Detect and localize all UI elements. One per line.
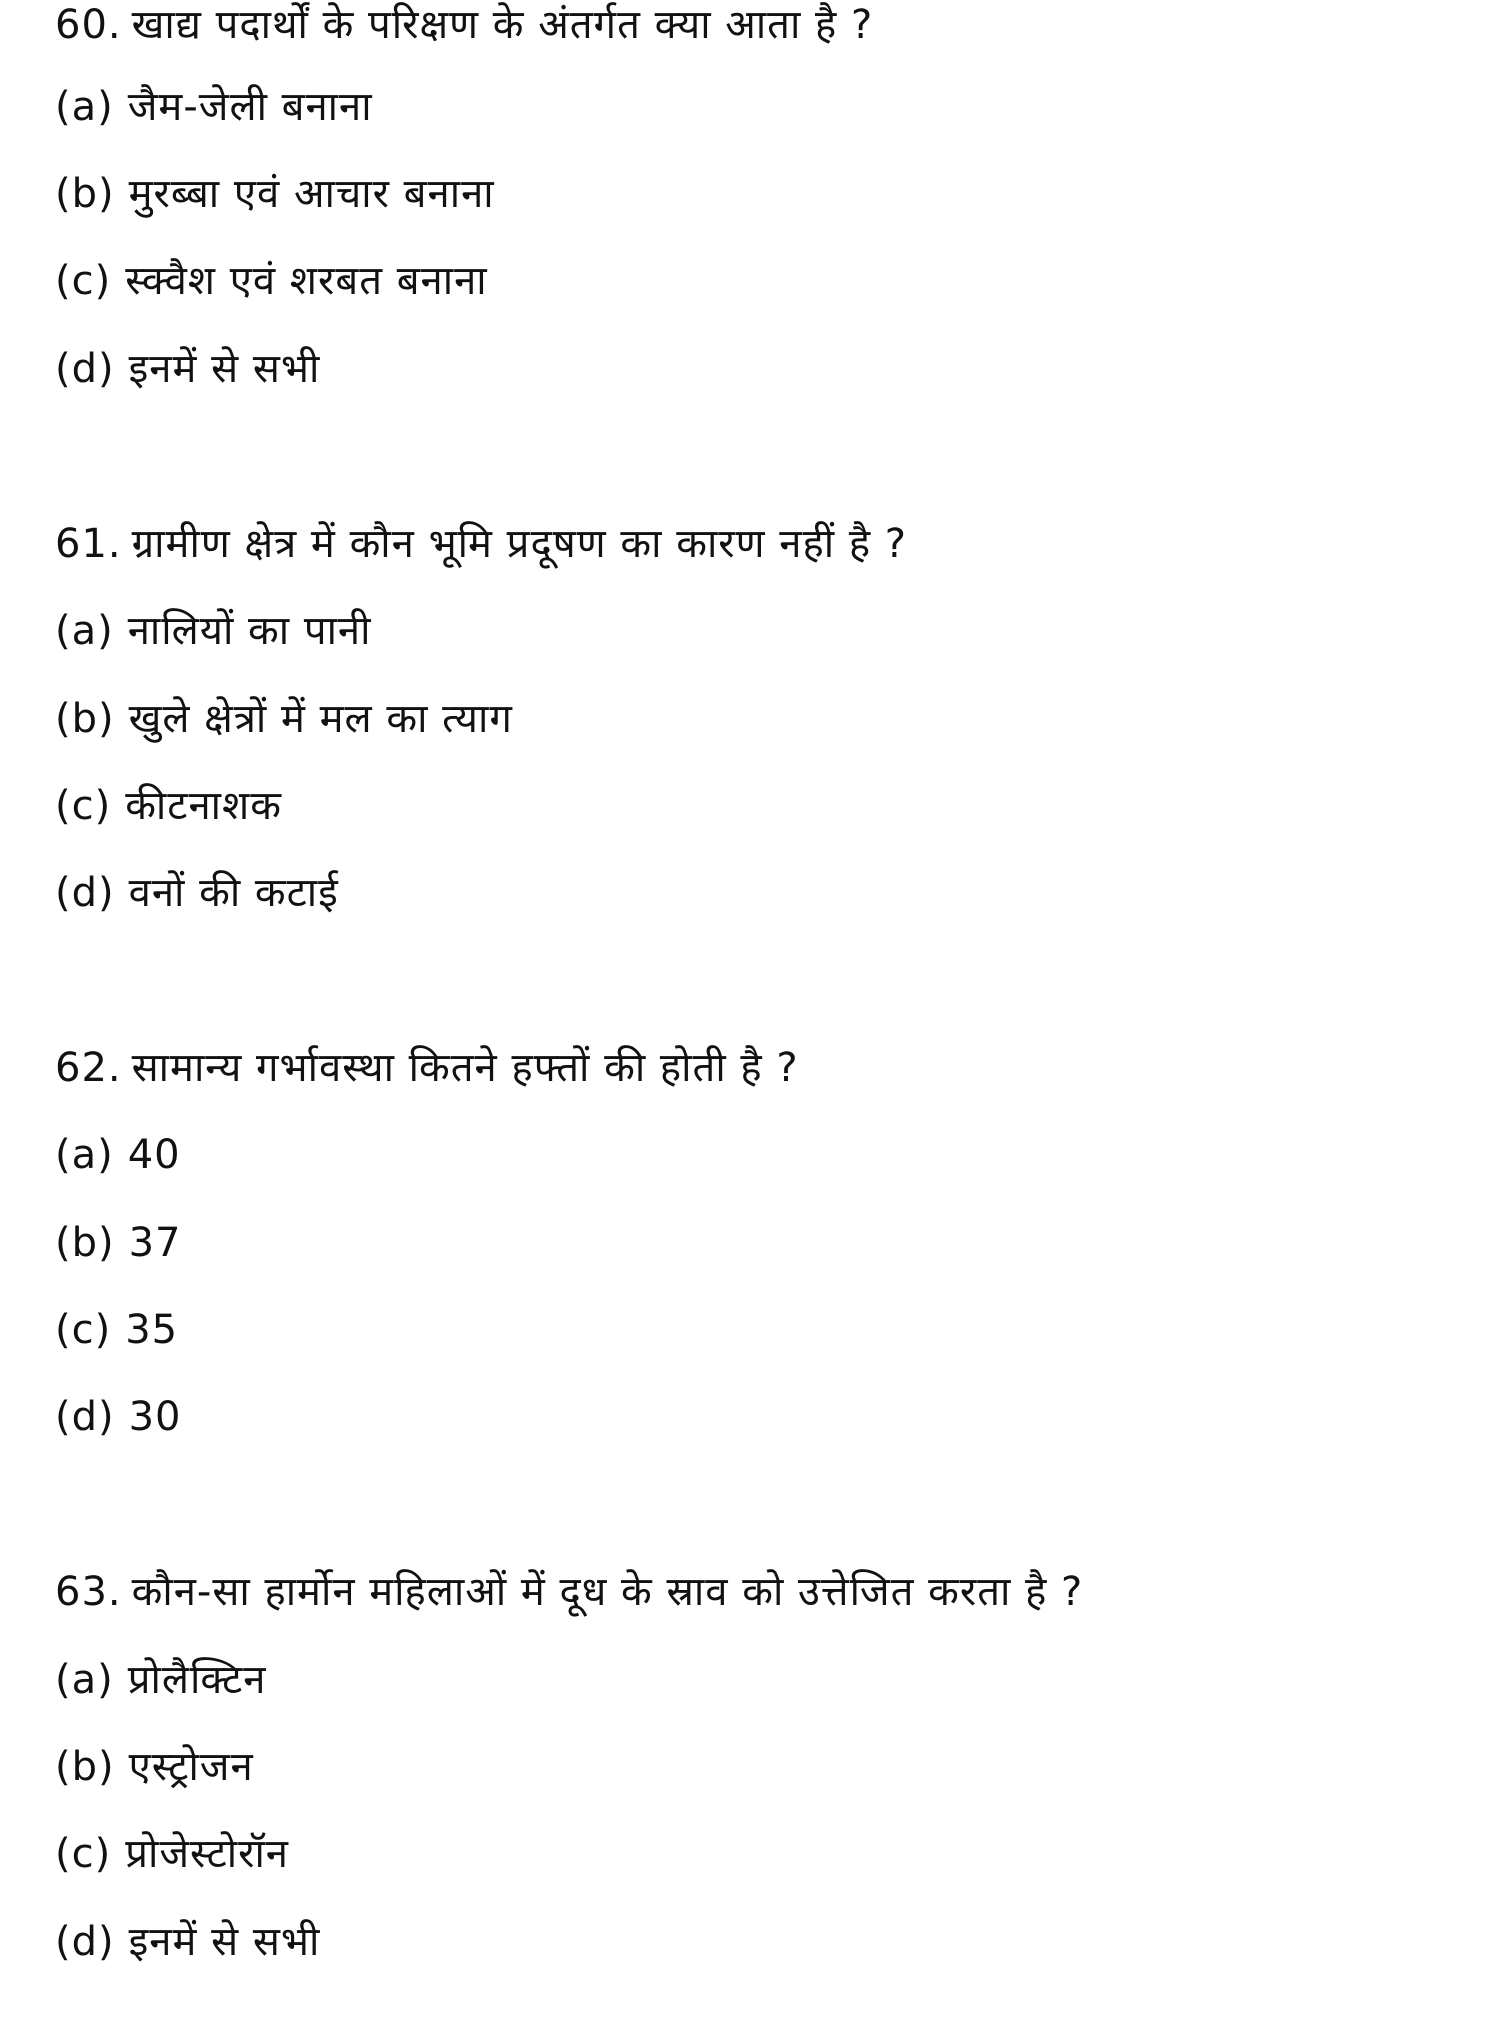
option-label: (c) <box>55 783 112 829</box>
question-text: सामान्य गर्भावस्था कितने हफ्तों की होती है ? <box>131 1045 799 1091</box>
option-label: (c) <box>55 1831 112 1877</box>
option-label: (b) <box>55 1220 115 1266</box>
option-60-b <box>55 169 495 219</box>
option-63-a <box>55 1655 267 1705</box>
option-60-d <box>55 344 320 394</box>
option-text: मुरब्बा एवं आचार बनाना <box>128 171 495 217</box>
option-text: इनमें से सभी <box>128 1919 321 1965</box>
option-63-c <box>55 1829 289 1879</box>
option-text: वनों की कटाई <box>128 870 339 916</box>
option-62-a <box>55 1130 181 1180</box>
option-label: (d) <box>55 870 115 916</box>
option-label: (a) <box>55 608 114 654</box>
question-number: 62. <box>55 1045 122 1091</box>
option-label: (a) <box>55 84 114 130</box>
option-label: (d) <box>55 346 115 392</box>
question-60 <box>55 0 873 50</box>
question-text: ग्रामीण क्षेत्र में कौन भूमि प्रदूषण का कारण नहीं है ? <box>131 521 908 567</box>
option-text: इनमें से सभी <box>128 346 321 392</box>
option-label: (c) <box>55 1307 112 1353</box>
option-63-d <box>55 1917 320 1967</box>
option-text: 40 <box>127 1132 181 1178</box>
option-label: (d) <box>55 1394 115 1440</box>
option-61-b <box>55 694 513 744</box>
option-label: (a) <box>55 1657 114 1703</box>
option-text: नालियों का पानी <box>127 608 372 654</box>
option-label: (b) <box>55 1744 115 1790</box>
option-61-a <box>55 606 371 656</box>
question-text: खाद्य पदार्थों के परिक्षण के अंतर्गत क्या आता है ? <box>131 2 874 48</box>
question-text: कौन-सा हार्मोन महिलाओं में दूध के स्राव को उत्तेजित करता है ? <box>131 1569 1084 1615</box>
option-62-d <box>55 1392 182 1442</box>
option-text: 35 <box>125 1307 179 1353</box>
option-text: कीटनाशक <box>125 783 282 829</box>
option-text: प्रोजेस्टोरॉन <box>125 1831 290 1877</box>
option-text: स्क्वैश एवं शरबत बनाना <box>125 258 488 304</box>
option-60-a <box>55 82 373 132</box>
question-63 <box>55 1567 1083 1617</box>
option-61-d <box>55 868 339 918</box>
option-60-c <box>55 256 488 306</box>
option-text: 37 <box>128 1220 182 1266</box>
option-text: एस्ट्रोजन <box>128 1744 254 1790</box>
option-label: (b) <box>55 696 115 742</box>
option-text: प्रोलैक्टिन <box>127 1657 267 1703</box>
option-label: (c) <box>55 258 112 304</box>
option-62-b <box>55 1218 182 1268</box>
option-text: 30 <box>128 1394 182 1440</box>
option-text: खुले क्षेत्रों में मल का त्याग <box>128 696 513 742</box>
option-label: (a) <box>55 1132 114 1178</box>
question-number: 63. <box>55 1569 122 1615</box>
option-text: जैम-जेली बनाना <box>127 84 373 130</box>
option-label: (d) <box>55 1919 115 1965</box>
question-61 <box>55 519 907 569</box>
option-62-c <box>55 1305 178 1355</box>
question-number: 61. <box>55 521 122 567</box>
option-61-c <box>55 781 282 831</box>
option-63-b <box>55 1742 254 1792</box>
question-number: 60. <box>55 2 122 48</box>
question-62 <box>55 1043 799 1093</box>
option-label: (b) <box>55 171 115 217</box>
